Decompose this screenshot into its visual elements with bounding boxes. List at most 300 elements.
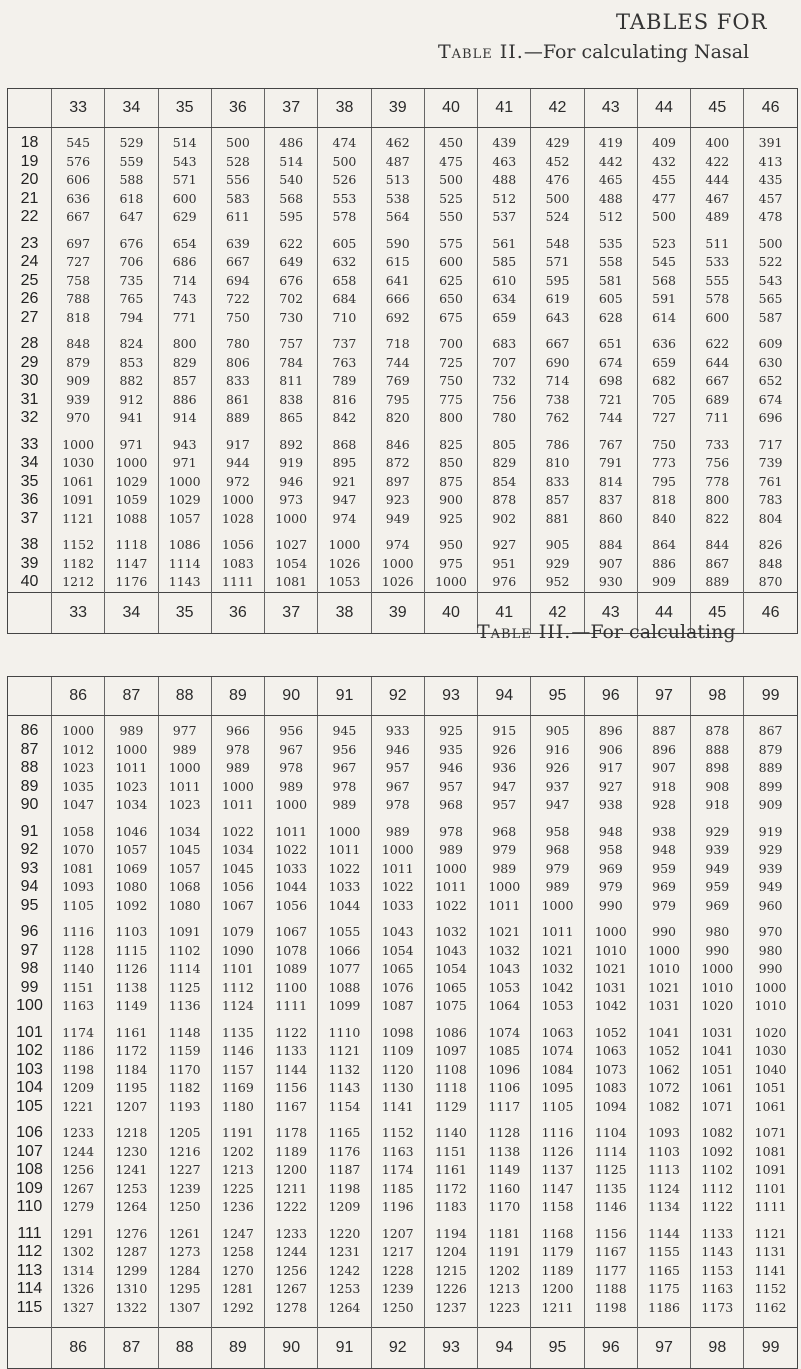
table-cell: 1109 bbox=[371, 1042, 424, 1061]
table-cell: 1033 bbox=[265, 860, 318, 879]
table-cell: 595 bbox=[531, 272, 584, 291]
table-cell: 989 bbox=[371, 817, 424, 842]
table-cell: 1250 bbox=[371, 1299, 424, 1328]
table-cell: 636 bbox=[637, 329, 690, 354]
table-cell: 765 bbox=[105, 290, 158, 309]
table-cell: 500 bbox=[318, 153, 371, 172]
table-cell: 1125 bbox=[584, 1161, 637, 1180]
table-cell: 1000 bbox=[211, 778, 264, 797]
table-cell: 1231 bbox=[318, 1243, 371, 1262]
header bbox=[8, 89, 798, 128]
table-cell: 1236 bbox=[211, 1198, 264, 1219]
table-cell: 528 bbox=[211, 153, 264, 172]
table-cell: 927 bbox=[584, 778, 637, 797]
table-cell: 659 bbox=[478, 309, 531, 330]
table-cell: 581 bbox=[584, 272, 637, 291]
table-cell: 1010 bbox=[637, 960, 690, 979]
table-cell: 1178 bbox=[265, 1118, 318, 1143]
table-cell: 1114 bbox=[158, 960, 211, 979]
table-cell: 1144 bbox=[265, 1061, 318, 1080]
table-cell: 886 bbox=[637, 555, 690, 574]
table-cell: 884 bbox=[584, 530, 637, 555]
table-cell: 1094 bbox=[584, 1098, 637, 1119]
table-cell: 878 bbox=[478, 491, 531, 510]
table-cell: 1276 bbox=[105, 1219, 158, 1244]
table-cell: 769 bbox=[371, 372, 424, 391]
table-row bbox=[8, 309, 798, 330]
table-cell: 674 bbox=[584, 354, 637, 373]
table-cell: 791 bbox=[584, 454, 637, 473]
table-cell: 575 bbox=[424, 229, 477, 254]
table-row bbox=[8, 208, 798, 229]
table-cell: 829 bbox=[478, 454, 531, 473]
table-cell: 1022 bbox=[211, 817, 264, 842]
row-label: 105 bbox=[8, 1098, 52, 1119]
table-cell: 944 bbox=[211, 454, 264, 473]
row-label: 90 bbox=[8, 796, 52, 817]
table-row bbox=[8, 253, 798, 272]
table-cell: 1028 bbox=[211, 510, 264, 531]
table-row bbox=[8, 1243, 798, 1262]
table-cell: 870 bbox=[744, 573, 797, 592]
table-cell: 1086 bbox=[424, 1018, 477, 1043]
table-cell: 1055 bbox=[318, 917, 371, 942]
table-cell: 1072 bbox=[637, 1079, 690, 1098]
table-cell: 1011 bbox=[265, 817, 318, 842]
table-cell: 587 bbox=[744, 309, 797, 330]
table-cell: 1151 bbox=[424, 1143, 477, 1162]
table-cell: 989 bbox=[478, 860, 531, 879]
table-cell: 422 bbox=[691, 153, 744, 172]
table-cell: 697 bbox=[52, 229, 105, 254]
table-cell: 872 bbox=[371, 454, 424, 473]
table-cell: 900 bbox=[424, 491, 477, 510]
table-cell: 744 bbox=[371, 354, 424, 373]
table-cell: 1207 bbox=[371, 1219, 424, 1244]
table-cell: 1124 bbox=[637, 1180, 690, 1199]
table-cell: 936 bbox=[478, 759, 531, 778]
table-cell: 1051 bbox=[744, 1079, 797, 1098]
table-cell: 970 bbox=[744, 917, 797, 942]
table-cell: 467 bbox=[691, 190, 744, 209]
row-label: 95 bbox=[8, 897, 52, 918]
table-cell: 705 bbox=[637, 391, 690, 410]
table-cell: 784 bbox=[265, 354, 318, 373]
table-cell: 571 bbox=[158, 171, 211, 190]
table-cell: 1031 bbox=[637, 997, 690, 1018]
table-cell: 1256 bbox=[52, 1161, 105, 1180]
table-cell: 795 bbox=[637, 473, 690, 492]
column-header: 88 bbox=[158, 1328, 211, 1369]
table-cell: 1042 bbox=[584, 997, 637, 1018]
table-cell: 1091 bbox=[52, 491, 105, 510]
table-cell: 595 bbox=[265, 208, 318, 229]
table-cell: 667 bbox=[52, 208, 105, 229]
table-cell: 1061 bbox=[52, 473, 105, 492]
table-cell: 1111 bbox=[211, 573, 264, 592]
table-cell: 1000 bbox=[158, 759, 211, 778]
table-cell: 1327 bbox=[52, 1299, 105, 1328]
table-cell: 1175 bbox=[637, 1280, 690, 1299]
row-label: 107 bbox=[8, 1143, 52, 1162]
table-cell: 667 bbox=[211, 253, 264, 272]
table-cell: 1160 bbox=[478, 1180, 531, 1199]
table-cell: 1172 bbox=[424, 1180, 477, 1199]
table-cell: 1180 bbox=[211, 1098, 264, 1119]
table-row bbox=[8, 272, 798, 291]
table-cell: 730 bbox=[265, 309, 318, 330]
table-cell: 1230 bbox=[105, 1143, 158, 1162]
table-cell: 967 bbox=[265, 741, 318, 760]
table-cell: 1044 bbox=[265, 878, 318, 897]
table-cell: 649 bbox=[265, 253, 318, 272]
table-cell: 925 bbox=[424, 716, 477, 741]
table-cell: 933 bbox=[371, 716, 424, 741]
table-cell: 975 bbox=[424, 555, 477, 574]
column-header: 93 bbox=[424, 677, 477, 716]
row-label: 38 bbox=[8, 530, 52, 555]
table-cell: 1112 bbox=[691, 1180, 744, 1199]
table-cell: 867 bbox=[744, 716, 797, 741]
table-cell: 970 bbox=[52, 409, 105, 430]
table-cell: 837 bbox=[584, 491, 637, 510]
table-cell: 800 bbox=[158, 329, 211, 354]
table-cell: 651 bbox=[584, 329, 637, 354]
table-cell: 629 bbox=[158, 208, 211, 229]
table-cell: 967 bbox=[318, 759, 371, 778]
row-label: 39 bbox=[8, 555, 52, 574]
table-cell: 826 bbox=[744, 530, 797, 555]
table-cell: 727 bbox=[52, 253, 105, 272]
table-cell: 1307 bbox=[158, 1299, 211, 1328]
table-cell: 1191 bbox=[211, 1118, 264, 1143]
table-row bbox=[8, 171, 798, 190]
table-row bbox=[8, 1061, 798, 1080]
table-row bbox=[8, 716, 798, 741]
table-cell: 1241 bbox=[105, 1161, 158, 1180]
table-cell: 916 bbox=[531, 741, 584, 760]
table-cell: 1143 bbox=[158, 573, 211, 592]
table-cell: 925 bbox=[424, 510, 477, 531]
column-header: 87 bbox=[105, 677, 158, 716]
table-cell: 1156 bbox=[584, 1219, 637, 1244]
table-cell: 522 bbox=[744, 253, 797, 272]
table-cell: 958 bbox=[584, 841, 637, 860]
column-header: 87 bbox=[105, 1328, 158, 1369]
table-cell: 1267 bbox=[265, 1280, 318, 1299]
row-label: 22 bbox=[8, 208, 52, 229]
table-cell: 543 bbox=[744, 272, 797, 291]
table-cell: 1026 bbox=[318, 555, 371, 574]
table-cell: 1177 bbox=[584, 1262, 637, 1281]
table-cell: 1020 bbox=[744, 1018, 797, 1043]
table-cell: 1056 bbox=[211, 530, 264, 555]
table-cell: 487 bbox=[371, 153, 424, 172]
table-cell: 1244 bbox=[52, 1143, 105, 1162]
column-header: 44 bbox=[637, 592, 690, 633]
table-cell: 689 bbox=[691, 391, 744, 410]
table-cell: 917 bbox=[584, 759, 637, 778]
table-cell: 1000 bbox=[105, 741, 158, 760]
table-cell: 989 bbox=[158, 741, 211, 760]
table-cell: 1042 bbox=[531, 979, 584, 998]
table-cell: 1173 bbox=[691, 1299, 744, 1328]
table-cell: 555 bbox=[691, 272, 744, 291]
table-cell: 1133 bbox=[691, 1219, 744, 1244]
table-cell: 1149 bbox=[478, 1161, 531, 1180]
table-cell: 500 bbox=[211, 128, 264, 153]
table-cell: 1242 bbox=[318, 1262, 371, 1281]
table-cell: 825 bbox=[424, 430, 477, 455]
table-cell: 969 bbox=[584, 860, 637, 879]
table-cell: 957 bbox=[424, 778, 477, 797]
table-cell: 1225 bbox=[211, 1180, 264, 1199]
table-cell: 610 bbox=[478, 272, 531, 291]
table-cell: 989 bbox=[424, 841, 477, 860]
table-cell: 1194 bbox=[424, 1219, 477, 1244]
table-cell: 1239 bbox=[371, 1280, 424, 1299]
table-cell: 907 bbox=[584, 555, 637, 574]
row-label: 35 bbox=[8, 473, 52, 492]
row-label: 106 bbox=[8, 1118, 52, 1143]
table-cell: 1044 bbox=[318, 897, 371, 918]
table-cell: 895 bbox=[318, 454, 371, 473]
table-cell: 1102 bbox=[158, 942, 211, 961]
table-cell: 465 bbox=[584, 171, 637, 190]
row-label: 31 bbox=[8, 391, 52, 410]
table-cell: 1202 bbox=[478, 1262, 531, 1281]
table-cell: 929 bbox=[691, 817, 744, 842]
table-cell: 1076 bbox=[371, 979, 424, 998]
table-cell: 1092 bbox=[105, 897, 158, 918]
table-cell: 976 bbox=[478, 573, 531, 592]
table-row bbox=[8, 796, 798, 817]
table-cell: 814 bbox=[584, 473, 637, 492]
table-cell: 979 bbox=[584, 878, 637, 897]
table-cell: 618 bbox=[105, 190, 158, 209]
table-cell: 710 bbox=[318, 309, 371, 330]
table-cell: 1062 bbox=[637, 1061, 690, 1080]
table-cell: 643 bbox=[531, 309, 584, 330]
table-cell: 1000 bbox=[371, 841, 424, 860]
table-cell: 1126 bbox=[531, 1143, 584, 1162]
table-2-caption-label: Table II. bbox=[438, 41, 524, 63]
column-header: 46 bbox=[744, 592, 797, 633]
table-cell: 659 bbox=[637, 354, 690, 373]
table-cell: 550 bbox=[424, 208, 477, 229]
table-row bbox=[8, 229, 798, 254]
table-cell: 1207 bbox=[105, 1098, 158, 1119]
column-header: 43 bbox=[584, 592, 637, 633]
column-header: 94 bbox=[478, 677, 531, 716]
table-cell: 1209 bbox=[318, 1198, 371, 1219]
table-cell: 1082 bbox=[637, 1098, 690, 1119]
table-cell: 615 bbox=[371, 253, 424, 272]
table-cell: 545 bbox=[637, 253, 690, 272]
table-cell: 1000 bbox=[584, 917, 637, 942]
table-row bbox=[8, 979, 798, 998]
table-cell: 762 bbox=[531, 409, 584, 430]
table-cell: 1078 bbox=[265, 942, 318, 961]
table-cell: 1141 bbox=[744, 1262, 797, 1281]
table-cell: 1070 bbox=[52, 841, 105, 860]
table-cell: 829 bbox=[158, 354, 211, 373]
column-header: 99 bbox=[744, 1328, 797, 1369]
table-cell: 1063 bbox=[584, 1042, 637, 1061]
table-cell: 1118 bbox=[424, 1079, 477, 1098]
table-cell: 899 bbox=[744, 778, 797, 797]
column-header: 92 bbox=[371, 1328, 424, 1369]
table-cell: 571 bbox=[531, 253, 584, 272]
table-cell: 789 bbox=[318, 372, 371, 391]
table-cell: 946 bbox=[265, 473, 318, 492]
row-label: 25 bbox=[8, 272, 52, 291]
table-cell: 654 bbox=[158, 229, 211, 254]
table-cell: 879 bbox=[744, 741, 797, 760]
table-cell: 628 bbox=[584, 309, 637, 330]
table-cell: 978 bbox=[211, 741, 264, 760]
table-cell: 771 bbox=[158, 309, 211, 330]
table-cell: 750 bbox=[424, 372, 477, 391]
row-label: 21 bbox=[8, 190, 52, 209]
table-row bbox=[8, 290, 798, 309]
table-cell: 1253 bbox=[318, 1280, 371, 1299]
table-cell: 929 bbox=[531, 555, 584, 574]
table-cell: 737 bbox=[318, 329, 371, 354]
table-cell: 1000 bbox=[371, 555, 424, 574]
table-cell: 1213 bbox=[478, 1280, 531, 1299]
table-cell: 452 bbox=[531, 153, 584, 172]
table-cell: 1010 bbox=[584, 942, 637, 961]
row-label: 96 bbox=[8, 917, 52, 942]
table-cell: 1046 bbox=[105, 817, 158, 842]
table-cell: 939 bbox=[744, 860, 797, 879]
table-cell: 868 bbox=[318, 430, 371, 455]
table-cell: 636 bbox=[52, 190, 105, 209]
table-cell: 1138 bbox=[105, 979, 158, 998]
table-cell: 989 bbox=[265, 778, 318, 797]
table-row bbox=[8, 1180, 798, 1199]
table-cell: 957 bbox=[478, 796, 531, 817]
table-cell: 1148 bbox=[158, 1018, 211, 1043]
table-cell: 1021 bbox=[584, 960, 637, 979]
row-label: 111 bbox=[8, 1219, 52, 1244]
table-row bbox=[8, 817, 798, 842]
table-cell: 928 bbox=[637, 796, 690, 817]
table-cell: 989 bbox=[531, 878, 584, 897]
table-cell: 706 bbox=[105, 253, 158, 272]
table-cell: 1223 bbox=[478, 1299, 531, 1328]
table-cell: 1256 bbox=[265, 1262, 318, 1281]
table-cell: 1128 bbox=[52, 942, 105, 961]
table-cell: 1165 bbox=[318, 1118, 371, 1143]
table-cell: 795 bbox=[371, 391, 424, 410]
table-cell: 1031 bbox=[691, 1018, 744, 1043]
table-cell: 450 bbox=[424, 128, 477, 153]
table-cell: 735 bbox=[105, 272, 158, 291]
table-cell: 1091 bbox=[158, 917, 211, 942]
running-head: TABLES FOR bbox=[616, 10, 768, 34]
column-header: 35 bbox=[158, 89, 211, 128]
corner-cell bbox=[8, 677, 52, 716]
table-cell: 1000 bbox=[265, 510, 318, 531]
table-cell: 463 bbox=[478, 153, 531, 172]
table-cell: 1174 bbox=[52, 1018, 105, 1043]
table-cell: 1198 bbox=[52, 1061, 105, 1080]
table-cell: 1088 bbox=[318, 979, 371, 998]
table-cell: 1198 bbox=[584, 1299, 637, 1328]
table-cell: 857 bbox=[158, 372, 211, 391]
table-cell: 1117 bbox=[478, 1098, 531, 1119]
table-cell: 833 bbox=[531, 473, 584, 492]
table-cell: 1071 bbox=[744, 1118, 797, 1143]
table-cell: 475 bbox=[424, 153, 477, 172]
table-cell: 641 bbox=[371, 272, 424, 291]
table-cell: 833 bbox=[211, 372, 264, 391]
table-cell: 600 bbox=[158, 190, 211, 209]
table-cell: 714 bbox=[158, 272, 211, 291]
table-cell: 971 bbox=[158, 454, 211, 473]
table-cell: 968 bbox=[424, 796, 477, 817]
table-cell: 818 bbox=[637, 491, 690, 510]
table-cell: 1075 bbox=[424, 997, 477, 1018]
table-cell: 625 bbox=[424, 272, 477, 291]
table-cell: 717 bbox=[744, 430, 797, 455]
table-cell: 902 bbox=[478, 510, 531, 531]
table-cell: 1041 bbox=[691, 1042, 744, 1061]
table-cell: 500 bbox=[424, 171, 477, 190]
table-cell: 650 bbox=[424, 290, 477, 309]
table-cell: 979 bbox=[478, 841, 531, 860]
table-cell: 725 bbox=[424, 354, 477, 373]
table-cell: 1221 bbox=[52, 1098, 105, 1119]
table-cell: 1011 bbox=[158, 778, 211, 797]
table-cell: 804 bbox=[744, 510, 797, 531]
column-header: 37 bbox=[265, 89, 318, 128]
table-cell: 1310 bbox=[105, 1280, 158, 1299]
table-cell: 1176 bbox=[105, 573, 158, 592]
table-cell: 1122 bbox=[691, 1198, 744, 1219]
table-cell: 968 bbox=[531, 841, 584, 860]
table-cell: 867 bbox=[691, 555, 744, 574]
table-cell: 1105 bbox=[52, 897, 105, 918]
table-cell: 512 bbox=[478, 190, 531, 209]
table-cell: 619 bbox=[531, 290, 584, 309]
table-cell: 1057 bbox=[158, 510, 211, 531]
table-cell: 990 bbox=[691, 942, 744, 961]
table-cell: 1074 bbox=[531, 1042, 584, 1061]
corner-cell bbox=[8, 1328, 52, 1369]
table-cell: 1022 bbox=[424, 897, 477, 918]
column-header: 98 bbox=[691, 677, 744, 716]
table-cell: 588 bbox=[105, 171, 158, 190]
table-cell: 918 bbox=[637, 778, 690, 797]
table-row bbox=[8, 860, 798, 879]
table-cell: 1169 bbox=[211, 1079, 264, 1098]
footer-row bbox=[8, 1328, 798, 1369]
table-cell: 1045 bbox=[211, 860, 264, 879]
table-cell: 1047 bbox=[52, 796, 105, 817]
column-header: 41 bbox=[478, 89, 531, 128]
table-cell: 860 bbox=[584, 510, 637, 531]
table-cell: 938 bbox=[637, 817, 690, 842]
table-cell: 1011 bbox=[318, 841, 371, 860]
table-cell: 707 bbox=[478, 354, 531, 373]
row-label: 97 bbox=[8, 942, 52, 961]
table-cell: 1167 bbox=[265, 1098, 318, 1119]
table-cell: 947 bbox=[478, 778, 531, 797]
table-cell: 927 bbox=[478, 530, 531, 555]
